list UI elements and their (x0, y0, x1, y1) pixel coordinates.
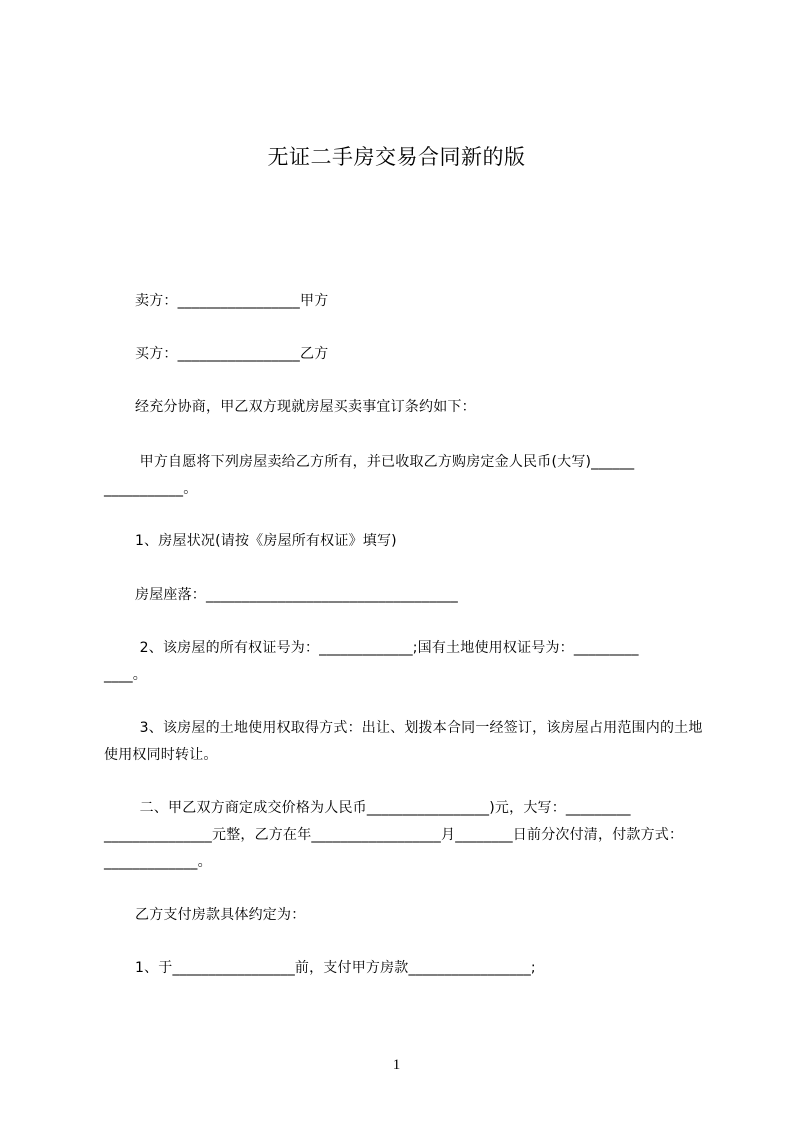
buyer-line: 买方：_________________乙方 (135, 346, 329, 362)
payment-installment-line: 1、于_________________前，支付甲方房款_________________; (135, 960, 536, 976)
land-use-right-clause: 3、该房屋的土地使用权取得方式：出让、划拨本合同一经签订，该房屋占用范围内的土地使用权同时转让。 (104, 720, 703, 763)
price-payment-clause: 二、甲乙双方商定成交价格为人民币_________________)元，大写：_________ _______________元整，乙方在年__________________月________日前分次付清，付款方式：_____________。 (104, 800, 684, 870)
payment-terms-heading: 乙方支付房款具体约定为： (135, 907, 306, 923)
certificate-number-clause: 2、该房屋的所有权证号为：_____________;国有土地使用权证号为：_________ ____。 (104, 640, 639, 683)
agreement-intro: 经充分协商，甲乙双方现就房屋买卖事宜订条约如下： (135, 399, 476, 415)
property-location-line: 房屋座落：___________________________________ (135, 587, 458, 603)
document-title: 无证二手房交易合同新的版 (267, 145, 526, 169)
deposit-clause: 甲方自愿将下列房屋卖给乙方所有，并已收取乙方购房定金人民币(大写)______ ___________。 (104, 454, 635, 497)
page-number: 1 (392, 1057, 401, 1073)
seller-line: 卖方：_________________甲方 (135, 293, 329, 309)
property-status-heading: 1、房屋状况(请按《房屋所有权证》填写) (135, 533, 397, 549)
